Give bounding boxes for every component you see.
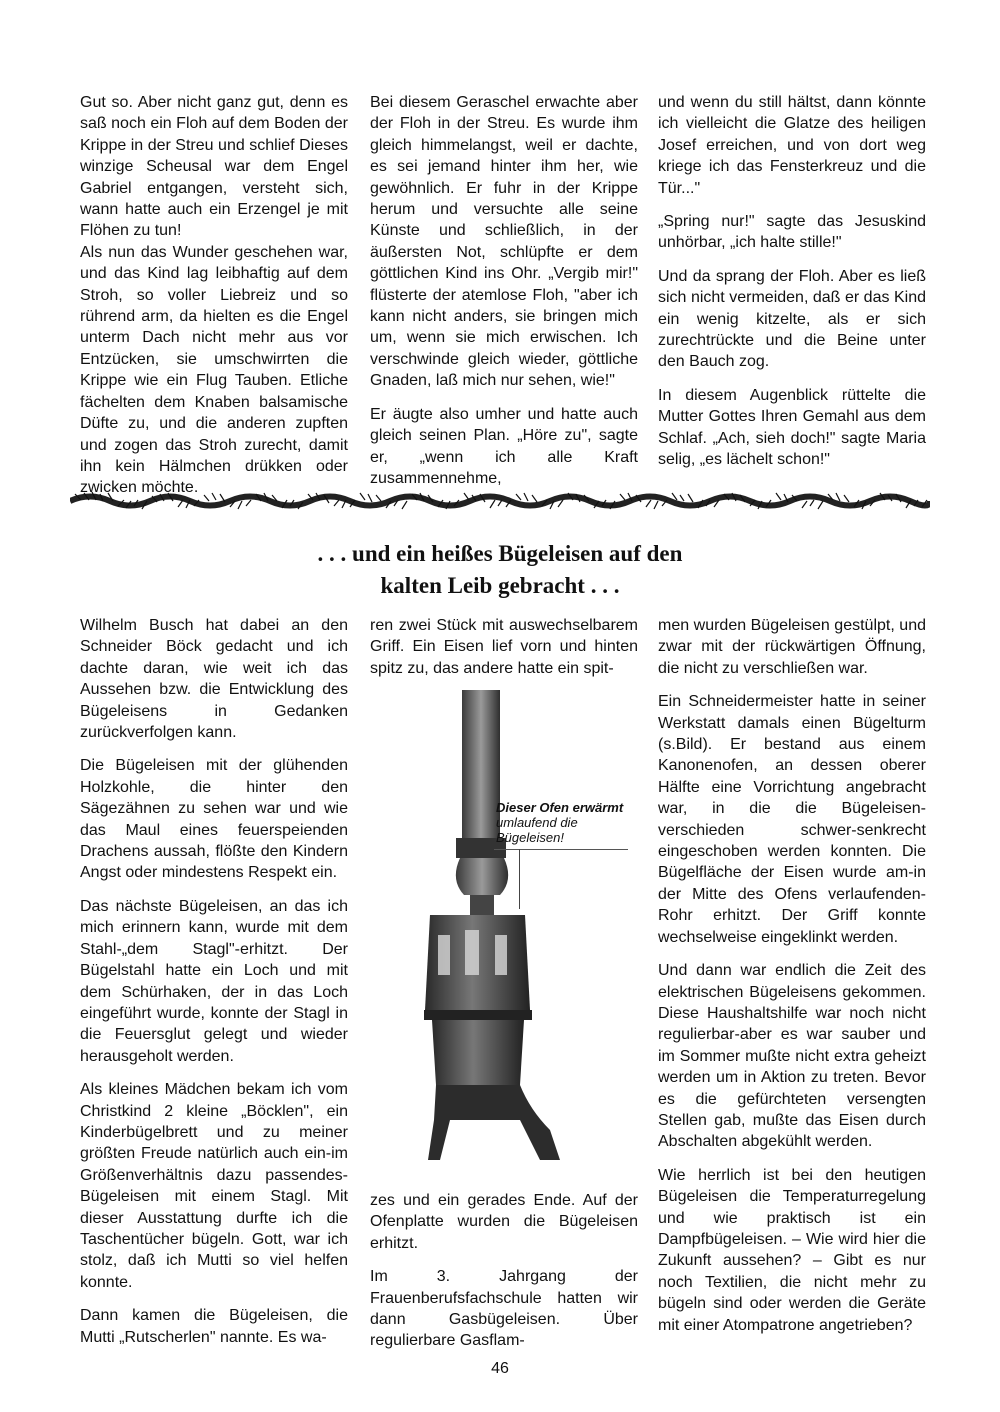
- caption-pointer-line: [519, 849, 520, 909]
- paragraph: ren zwei Stück mit auswechselbarem Griff. Ein Eisen lief vorn und hinten spitz zu, das andere hatte ein spit-: [370, 617, 638, 677]
- paragraph: Gut so. Aber nicht ganz gut, denn es saß noch ein Floh auf dem Boden der Krippe in der Streu und schlief Dieses winzige Scheusal war dem Engel Gabriel entgangen, versteht sich, wann hatte auch ein Erzengel je mit Flöhen zu tun!: [80, 94, 348, 240]
- garland-divider: [70, 484, 930, 518]
- caption-bold: Dieser Ofen erwärmt: [496, 800, 624, 815]
- bottom-column-2-bottom: [370, 1190, 638, 1364]
- page-number: 46: [491, 1360, 509, 1377]
- top-column-1: [80, 92, 348, 511]
- paragraph: Dann kamen die Bügeleisen, die Mutti „Rutscherlen" nannte. Es wa-: [80, 1307, 348, 1346]
- bottom-column-2-top: [370, 615, 638, 691]
- paragraph: zes und ein gerades Ende. Auf der Ofenplatte wurden die Bügeleisen erhitzt.: [370, 1192, 638, 1252]
- paragraph: Bei diesem Geraschel erwachte aber der Floh in der Streu. Es wurde ihm gleich himmelangst, weil er dachte, es sei jemand hinter ihm her, wie gewöhnlich. Er fuhr in der Krippe herum und versuchte alle seine Künste und schließlich, in der äußersten Not, schlüpfte er dem göttlichen Kind ins Ohr. „Vergib mir!" flüsterte der atemlose Floh, "aber ich kann nicht anders, sie bringen mich um, wenn sie mich erwischen. Ich verschwinde gleich wieder, göttliche Gnaden, laß mich nur sehen, wie!": [370, 94, 638, 390]
- stove-photo: [420, 690, 570, 1175]
- top-column-2: [370, 92, 638, 501]
- paragraph: Und da sprang der Floh. Aber es ließ sich nicht vermeiden, daß er das Kind ein wenig kitzelte, als er sich zurechtrückte und die Beine unter den Bauch zog.: [658, 267, 926, 371]
- paragraph: Er äugte also umher und hatte auch gleich seinen Plan. „Höre zu", sagte er, „wenn ich alle Kraft zusammennehme,: [370, 405, 638, 487]
- paragraph: Das nächste Bügeleisen, an das ich mich erinnern kann, wurde mit dem Stahl-„dem Stagl"-erhitzt. Der Bügelstahl hatte ein Loch und mit dem Schürhaken, der in das Loch eingeführt wurde, konnte der Stagl in die Feuersglut gelegt und wieder herausgeholt werden.: [80, 897, 348, 1065]
- paragraph: „Spring nur!" sagte das Jesuskind unhörbar, „ich halte stille!": [658, 213, 926, 252]
- paragraph: Die Bügeleisen mit der glühenden Holzkohle, die hinter den Sägezähnen zu sehen war und wie das Maul eines feuerspeienden Drachens aussah, flößte den Kindern Angst oder mindestens Respekt ein.: [80, 757, 348, 882]
- caption-rule: [494, 849, 628, 850]
- paragraph: Und dann war endlich die Zeit des elektrischen Bügeleisens gekommen. Diese Haushaltshilfe war noch nicht regulierbar-aber es war sauber und im Sommer mußte nicht extra geheizt werden um in Aktion zu treten. Bevor es die gefürchteten versengten Stellen gab, mußte das Eisen durch Abschalten abgekühlt werden.: [658, 962, 926, 1151]
- paragraph: Wilhelm Busch hat dabei an den Schneider Böck gedacht und ich dachte daran, wie weit ich das Aussehen bzw. die Entwicklung des Bügeleisens in Gedanken zurückverfolgen kann.: [80, 617, 348, 742]
- paragraph: und wenn du still hältst, dann könnte ich vielleicht die Glatze des heiligen Josef erreichen, und von dort weg kriege ich das Fensterkreuz und die Tür...": [658, 94, 926, 197]
- article-heading-line-2: kalten Leib gebracht . . .: [380, 573, 620, 598]
- bottom-column-1: [80, 615, 348, 1360]
- paragraph: men wurden Bügeleisen gestülpt, und zwar mit der rückwärtigen Öffnung, die nicht zu verschließen war.: [658, 617, 926, 677]
- bottom-column-3: [658, 615, 926, 1348]
- article-heading-line-1: . . . und ein heißes Bügeleisen auf den: [317, 541, 683, 566]
- top-column-3: [658, 92, 926, 483]
- photo-caption: [496, 800, 626, 845]
- paragraph: Als kleines Mädchen bekam ich vom Christkind 2 kleine „Böcklen", ein Kinderbügelbrett und zu meiner größten Freude natürlich auch ein-im Größenverhältnis dazu passendes-Bügeleisen mit einem Stagl. Mit dieser Ausstattung durfte ich die Taschentücher bügeln. Gott, war ich stolz, daß ich Mutti so viel helfen konnte.: [80, 1081, 348, 1291]
- paragraph: Als nun das Wunder geschehen war, und das Kind lag leibhaftig auf dem Stroh, so voller Liebreiz und so rührend arm, da hielten es die Engel unterm Dach nicht mehr aus vor Entzücken, sie umschwirrten die Krippe wie ein Flug Tauben. Etliche fächelten dem Knaben balsamische Düfte zu, und die anderen zupften und zogen das Stroh zurecht, damit ihn kein Hälmchen drükken oder zwicken möchte.: [80, 243, 348, 497]
- paragraph: Ein Schneidermeister hatte in seiner Werkstatt damals einen Bügelturm (s.Bild). Er bestand aus einem Kanonenofen, an dessen oberer Hälfte eine Vorrichtung angebracht war, in die die Bügeleisen-verschieden schwer-senkrecht eingeschoben werden konnten. Die Bügelfläche der Eisen wurde am-in der Mitte des Ofens verlaufenden-Rohr erhitzt. Der Griff konnte wechselweise eingeklinkt werden.: [658, 693, 926, 946]
- paragraph: Wie herrlich ist bei den heutigen Bügeleisen die Temperaturregelung und wie praktisch ist ein Dampfbügeleisen. – Wie wird hier die Zukunft aussehen? – Gibt es nur noch Textilien, die nicht mehr zu bügeln sind oder werden die Geräte mit einer Atompatrone angetrieben?: [658, 1166, 926, 1334]
- paragraph: In diesem Augenblick rüttelte die Mutter Gottes Ihren Gemahl aus dem Schlaf. „Ach, sieh doch!" sagte Maria selig, „es lächelt schon!": [658, 386, 926, 469]
- paragraph: Im 3. Jahrgang der Frauenberufsfachschule hatten wir dann Gasbügeleisen. Über regulierbare Gasflam-: [370, 1268, 638, 1350]
- caption-rest: umlaufend die Bügeleisen!: [496, 815, 578, 845]
